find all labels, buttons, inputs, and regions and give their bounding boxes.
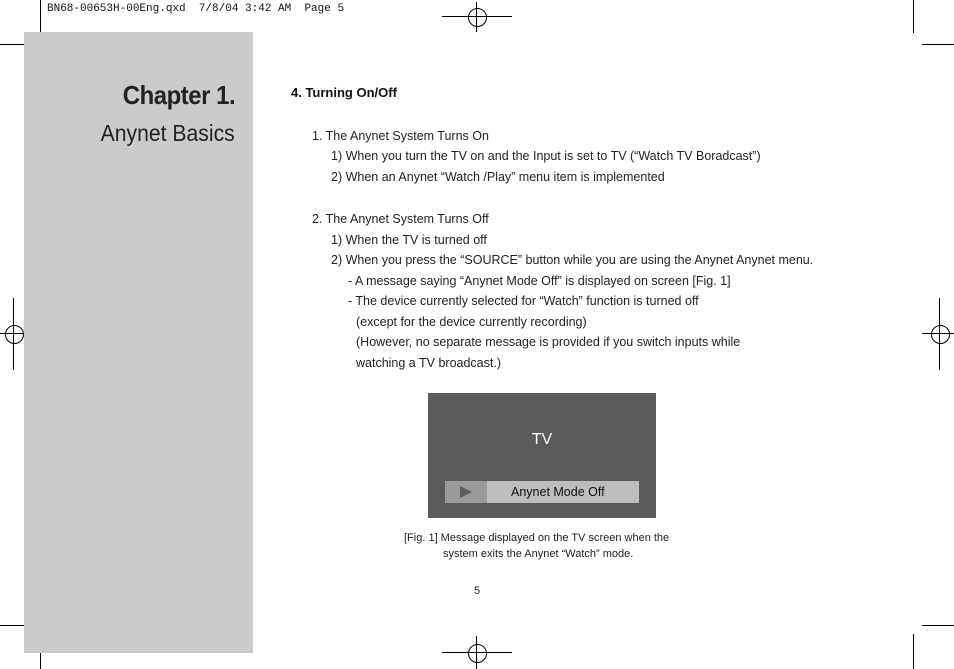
section-title: 4. Turning On/Off	[291, 85, 397, 100]
item-turns-off-2: 2) When you press the “SOURCE” button while you are using the Anynet Anynet menu.	[331, 253, 814, 267]
page-number: 5	[474, 585, 481, 597]
chapter-title: Chapter 1.	[122, 80, 235, 110]
item-turns-on-1: 1) When you turn the TV on and the Input is set to TV (“Watch TV Boradcast”)	[331, 149, 761, 163]
play-arrow-icon	[445, 481, 487, 503]
item-turns-off: 2. The Anynet System Turns Off	[312, 212, 489, 226]
item-turns-on: 1. The Anynet System Turns On	[312, 129, 489, 143]
anynet-mode-off-bar	[445, 481, 639, 503]
item-turns-on-2: 2) When an Anynet “Watch /Play” menu item is implemented	[331, 170, 665, 184]
note-however: (However, no separate message is provided if you switch inputs while	[356, 335, 741, 349]
print-header: BN68-00653H-00Eng.qxd 7/8/04 3:42 AM Page 5	[47, 3, 345, 15]
tv-screen-figure	[428, 393, 656, 518]
anynet-mode-off-text: Anynet Mode Off	[511, 485, 605, 499]
chapter-subtitle: Anynet Basics	[100, 120, 235, 146]
note-watching: watching a TV broadcast.)	[356, 356, 501, 370]
note-message: - A message saying “Anynet Mode Off” is displayed on screen [Fig. 1]	[348, 274, 731, 288]
figure-caption-line1: [Fig. 1] Message displayed on the TV screen when the	[404, 532, 670, 544]
figure-caption-line2: system exits the Anynet “Watch” mode.	[443, 548, 634, 560]
item-turns-off-1: 1) When the TV is turned off	[331, 233, 487, 247]
note-device: - The device currently selected for “Watch” function is turned off	[348, 294, 699, 308]
note-except: (except for the device currently recording)	[356, 315, 587, 329]
tv-label: TV	[531, 431, 553, 448]
chapter-sidebar	[24, 32, 253, 653]
